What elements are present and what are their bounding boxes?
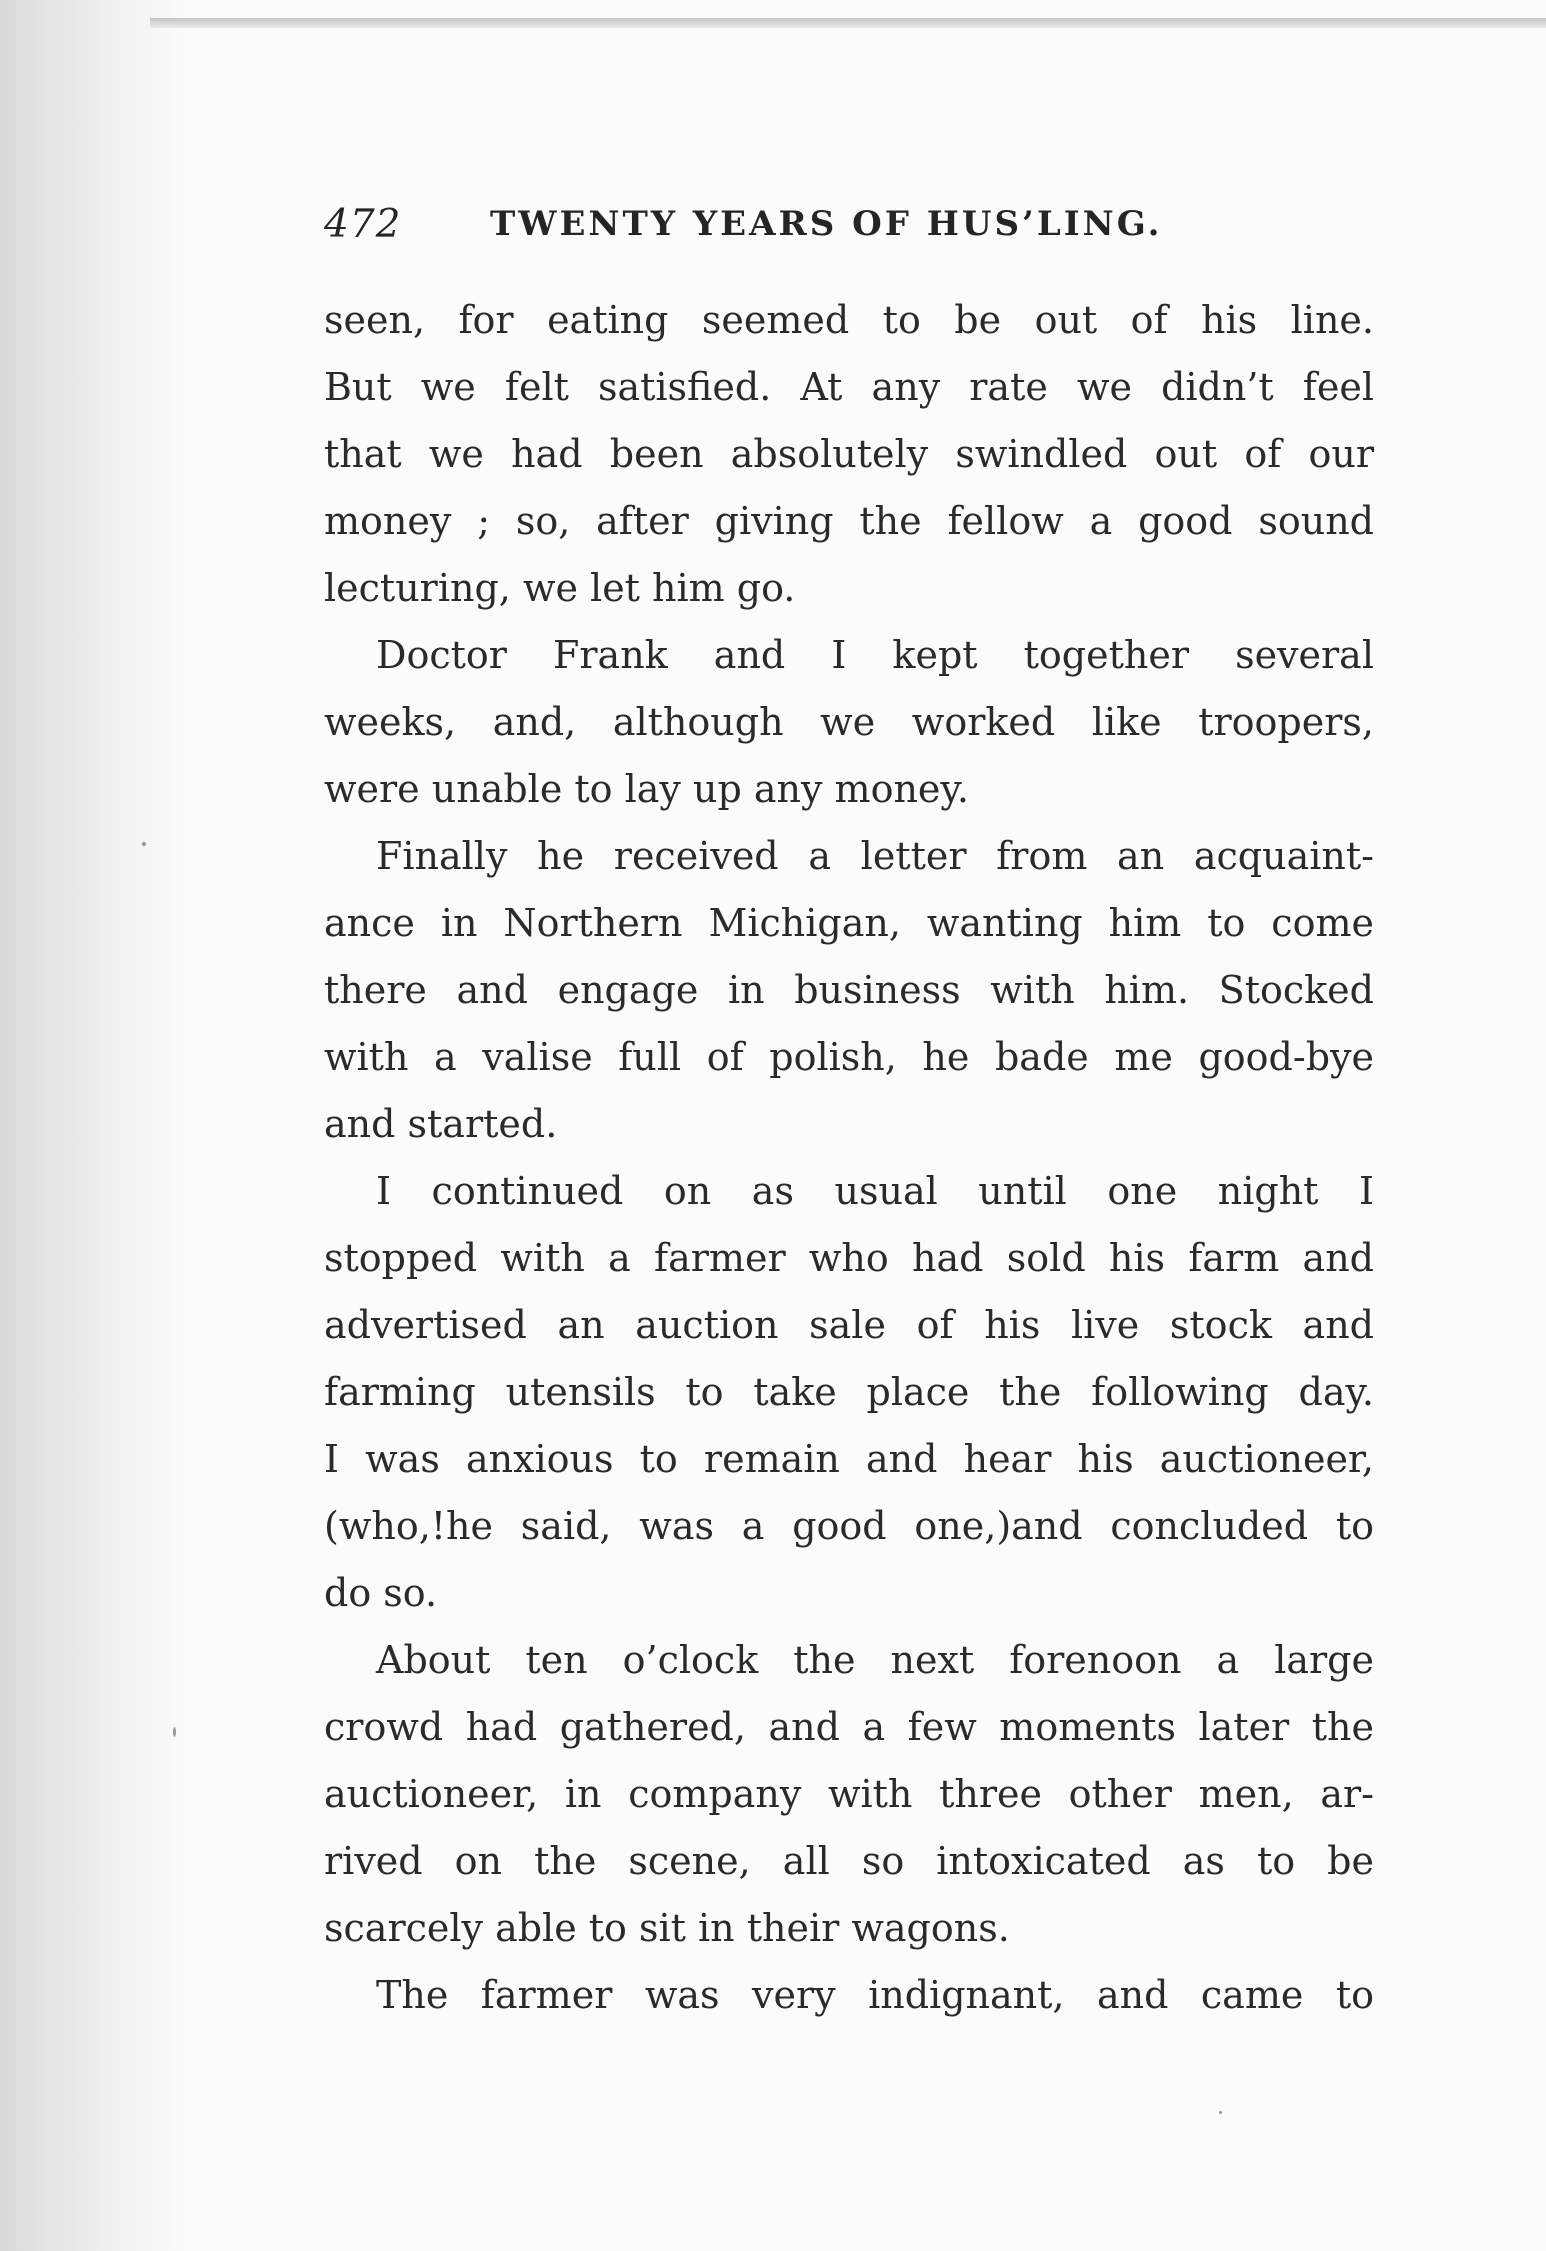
page-gutter-shadow bbox=[0, 0, 185, 2251]
paper-speck bbox=[1219, 2111, 1222, 2114]
text-line: I continued on as usual until one night I bbox=[376, 1169, 1374, 1213]
paragraph-4 bbox=[324, 1158, 1374, 1627]
page-header bbox=[324, 196, 1364, 256]
paper-speck bbox=[173, 1727, 176, 1737]
text-line: were unable to lay up any money. bbox=[324, 767, 969, 811]
text-line: seen, for eating seemed to be out of his line. bbox=[324, 298, 1374, 342]
text-line: lecturing, we let him go. bbox=[324, 566, 796, 610]
text-line: But we felt satisfied. At any rate we didn’t feel bbox=[324, 365, 1374, 409]
text-line: weeks, and, although we worked like troopers, bbox=[324, 700, 1374, 744]
text-line: The farmer was very indignant, and came to bbox=[376, 1973, 1374, 2017]
paper-speck bbox=[142, 842, 146, 846]
text-line: ance in Northern Michigan, wanting him to come bbox=[324, 901, 1374, 945]
text-line: rived on the scene, all so intoxicated as to be bbox=[324, 1839, 1374, 1883]
body-text bbox=[324, 287, 1374, 2029]
text-line: money ; so, after giving the fellow a good sound bbox=[324, 499, 1374, 543]
text-line: stopped with a farmer who had sold his farm and bbox=[324, 1236, 1374, 1280]
text-line: farming utensils to take place the following day. bbox=[324, 1370, 1374, 1414]
text-line: scarcely able to sit in their wagons. bbox=[324, 1906, 1010, 1950]
text-line: (who,!he said, was a good one,)and concluded to bbox=[324, 1504, 1374, 1548]
paragraph-1 bbox=[324, 287, 1374, 622]
text-line: Finally he received a letter from an acquaint- bbox=[376, 834, 1374, 878]
text-line: do so. bbox=[324, 1571, 438, 1615]
paragraph-6 bbox=[324, 1962, 1374, 2029]
text-line: Doctor Frank and I kept together several bbox=[376, 633, 1374, 677]
text-line: with a valise full of polish, he bade me good-bye bbox=[324, 1035, 1374, 1079]
text-line: auctioneer, in company with three other men, ar- bbox=[324, 1772, 1374, 1816]
text-line: that we had been absolutely swindled out of our bbox=[324, 432, 1374, 476]
text-line: advertised an auction sale of his live stock and bbox=[324, 1303, 1374, 1347]
text-line: and started. bbox=[324, 1102, 558, 1146]
text-line: I was anxious to remain and hear his auctioneer, bbox=[324, 1437, 1374, 1481]
text-line: there and engage in business with him. Stocked bbox=[324, 968, 1374, 1012]
paragraph-5 bbox=[324, 1627, 1374, 1962]
running-title: TWENTY YEARS OF HUS’LING. bbox=[490, 204, 1163, 244]
paragraph-2 bbox=[324, 622, 1374, 823]
paragraph-3 bbox=[324, 823, 1374, 1158]
page-number: 472 bbox=[324, 202, 402, 247]
text-line: About ten o’clock the next forenoon a large bbox=[376, 1638, 1374, 1682]
page-top-edge bbox=[150, 18, 1546, 28]
text-line: crowd had gathered, and a few moments later the bbox=[324, 1705, 1374, 1749]
